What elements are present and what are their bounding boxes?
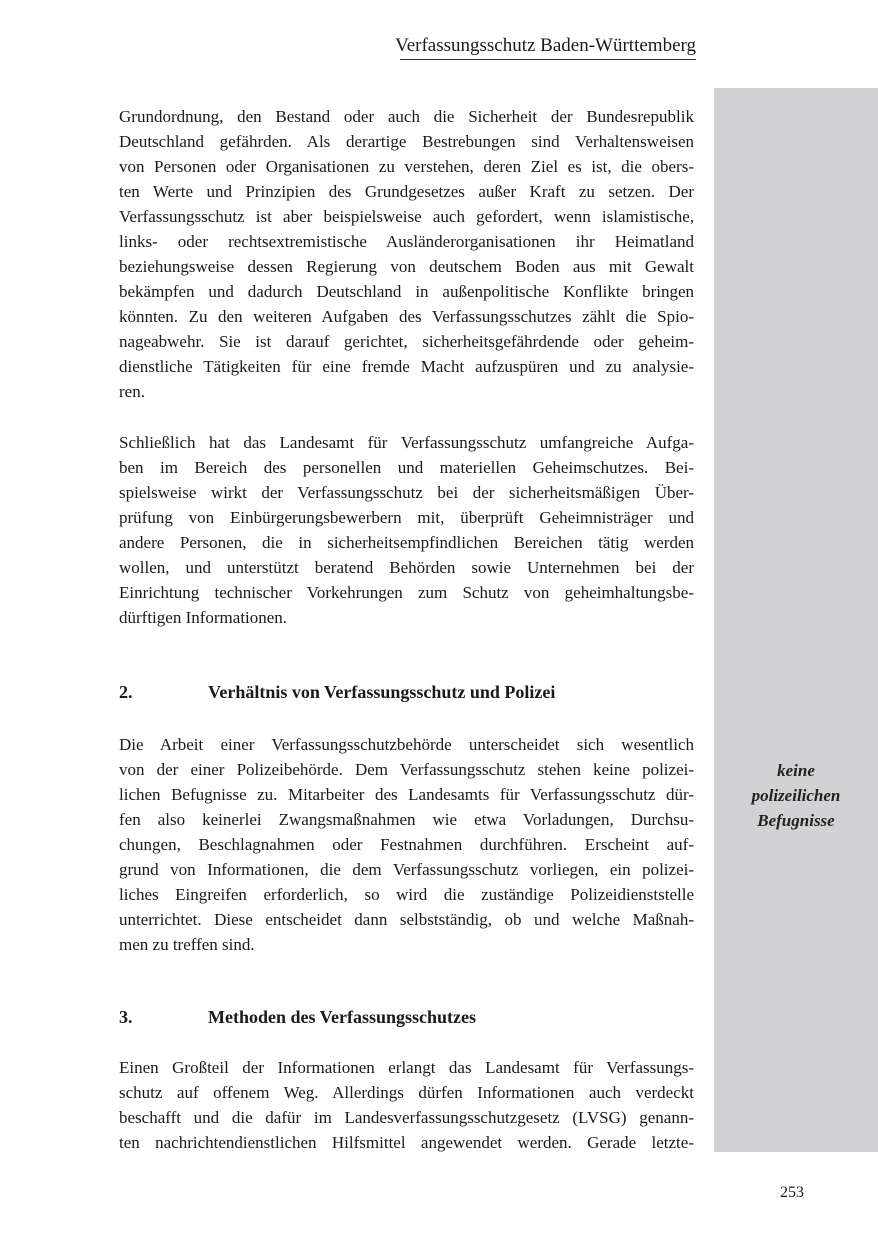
text-line: Deutschland gefährden. Als derartige Bestrebungen sind Verhaltensweisen [119, 132, 694, 151]
section-number: 3. [119, 1007, 133, 1027]
text-line: fen also keinerlei Zwangsmaßnahmen wie etwa Vorladungen, Durchsu- [119, 810, 694, 829]
text-line: dürftigen Informationen. [119, 608, 288, 627]
text-line: Einrichtung technischer Vorkehrungen zum Schutz von geheimhaltungsbe- [119, 583, 694, 602]
text-line: von Personen oder Organisationen zu verstehen, deren Ziel es ist, die obers- [119, 157, 694, 176]
section-heading-2 [119, 680, 555, 704]
section-title: Verhältnis von Verfassungsschutz und Polizei [208, 682, 556, 702]
text-line: schutz auf offenem Weg. Allerdings dürfen Informationen auch verdeckt [119, 1083, 694, 1102]
text-line: ren. [119, 382, 145, 401]
body-text-section-2 [119, 732, 694, 957]
paragraph-2 [119, 430, 694, 630]
text-line: Schließlich hat das Landesamt für Verfassungsschutz umfangreiche Aufga- [119, 433, 694, 452]
text-line: bekämpfen und dadurch Deutschland in außenpolitische Konflikte bringen [119, 282, 694, 301]
text-line: beschafft und die dafür im Landesverfassungsschutzgesetz (LVSG) genann- [119, 1108, 694, 1127]
text-line: könnten. Zu den weiteren Aufgaben des Verfassungsschutzes zählt die Spio- [119, 307, 694, 326]
margin-note-line: Befugnisse [757, 811, 835, 830]
page-number: 253 [780, 1184, 804, 1201]
text-line: andere Personen, die in sicherheitsempfindlichen Bereichen tätig werden [119, 533, 694, 552]
text-line: spielsweise wirkt der Verfassungsschutz bei der sicherheitsmäßigen Über- [119, 483, 694, 502]
margin-column [714, 88, 878, 1152]
text-line: grund von Informationen, die dem Verfassungsschutz vorliegen, ein polizei- [119, 860, 694, 879]
text-line: nageabwehr. Sie ist darauf gerichtet, sicherheitsgefährdende oder geheim- [119, 332, 694, 351]
text-line: prüfung von Einbürgerungsbewerbern mit, überprüft Geheimnisträger und [119, 508, 694, 527]
header-rule [400, 59, 696, 60]
text-line: Verfassungsschutz ist aber beispielsweise auch gefordert, wenn islamistische, [119, 207, 694, 226]
text-line: ten nachrichtendienstlichen Hilfsmittel angewendet werden. Gerade letzte- [119, 1133, 694, 1152]
text-line: liches Eingreifen erforderlich, so wird die zuständige Polizeidienststelle [119, 885, 694, 904]
section-heading-3 [119, 1005, 476, 1029]
text-line: Einen Großteil der Informationen erlangt das Landesamt für Verfassungs- [119, 1058, 694, 1077]
text-line: chungen, Beschlagnahmen oder Festnahmen durchführen. Erscheint auf- [119, 835, 694, 854]
text-line: Die Arbeit einer Verfassungsschutzbehörde unterscheidet sich wesentlich [119, 735, 694, 754]
text-line: lichen Befugnisse zu. Mitarbeiter des Landesamts für Verfassungsschutz dür- [119, 785, 694, 804]
text-line: links- oder rechtsextremistische Ausländerorganisationen ihr Heimatland [119, 232, 694, 251]
text-line: ten Werte und Prinzipien des Grundgesetzes außer Kraft zu setzen. Der [119, 182, 694, 201]
text-line: men zu treffen sind. [119, 935, 255, 954]
paragraph-4 [119, 1055, 694, 1155]
header-title: Verfassungsschutz Baden-Württemberg [395, 35, 696, 56]
text-line: von der einer Polizeibehörde. Dem Verfassungsschutz stehen keine polizei- [119, 760, 694, 779]
margin-note-line: polizeilichen [751, 786, 841, 805]
section-title: Methoden des Verfassungsschutzes [208, 1007, 477, 1027]
paragraph-1 [119, 104, 694, 404]
text-line: wollen, und unterstützt beratend Behörden sowie Unternehmen bei der [119, 558, 694, 577]
text-line: dienstliche Tätigkeiten für eine fremde Macht aufzuspüren und zu analysie- [119, 357, 694, 376]
margin-note-line: keine [777, 761, 815, 780]
text-line: beziehungsweise dessen Regierung von deutschem Boden aus mit Gewalt [119, 257, 694, 276]
body-text [119, 104, 694, 630]
paragraph-3 [119, 732, 694, 957]
body-text-section-3 [119, 1055, 694, 1155]
text-line: ben im Bereich des personellen und materiellen Geheimschutzes. Bei- [119, 458, 694, 477]
margin-note [714, 758, 878, 833]
text-line: unterrichtet. Diese entscheidet dann selbstständig, ob und welche Maßnah- [119, 910, 694, 929]
text-line: Grundordnung, den Bestand oder auch die Sicherheit der Bundesrepublik [119, 107, 694, 126]
section-number: 2. [119, 682, 133, 702]
